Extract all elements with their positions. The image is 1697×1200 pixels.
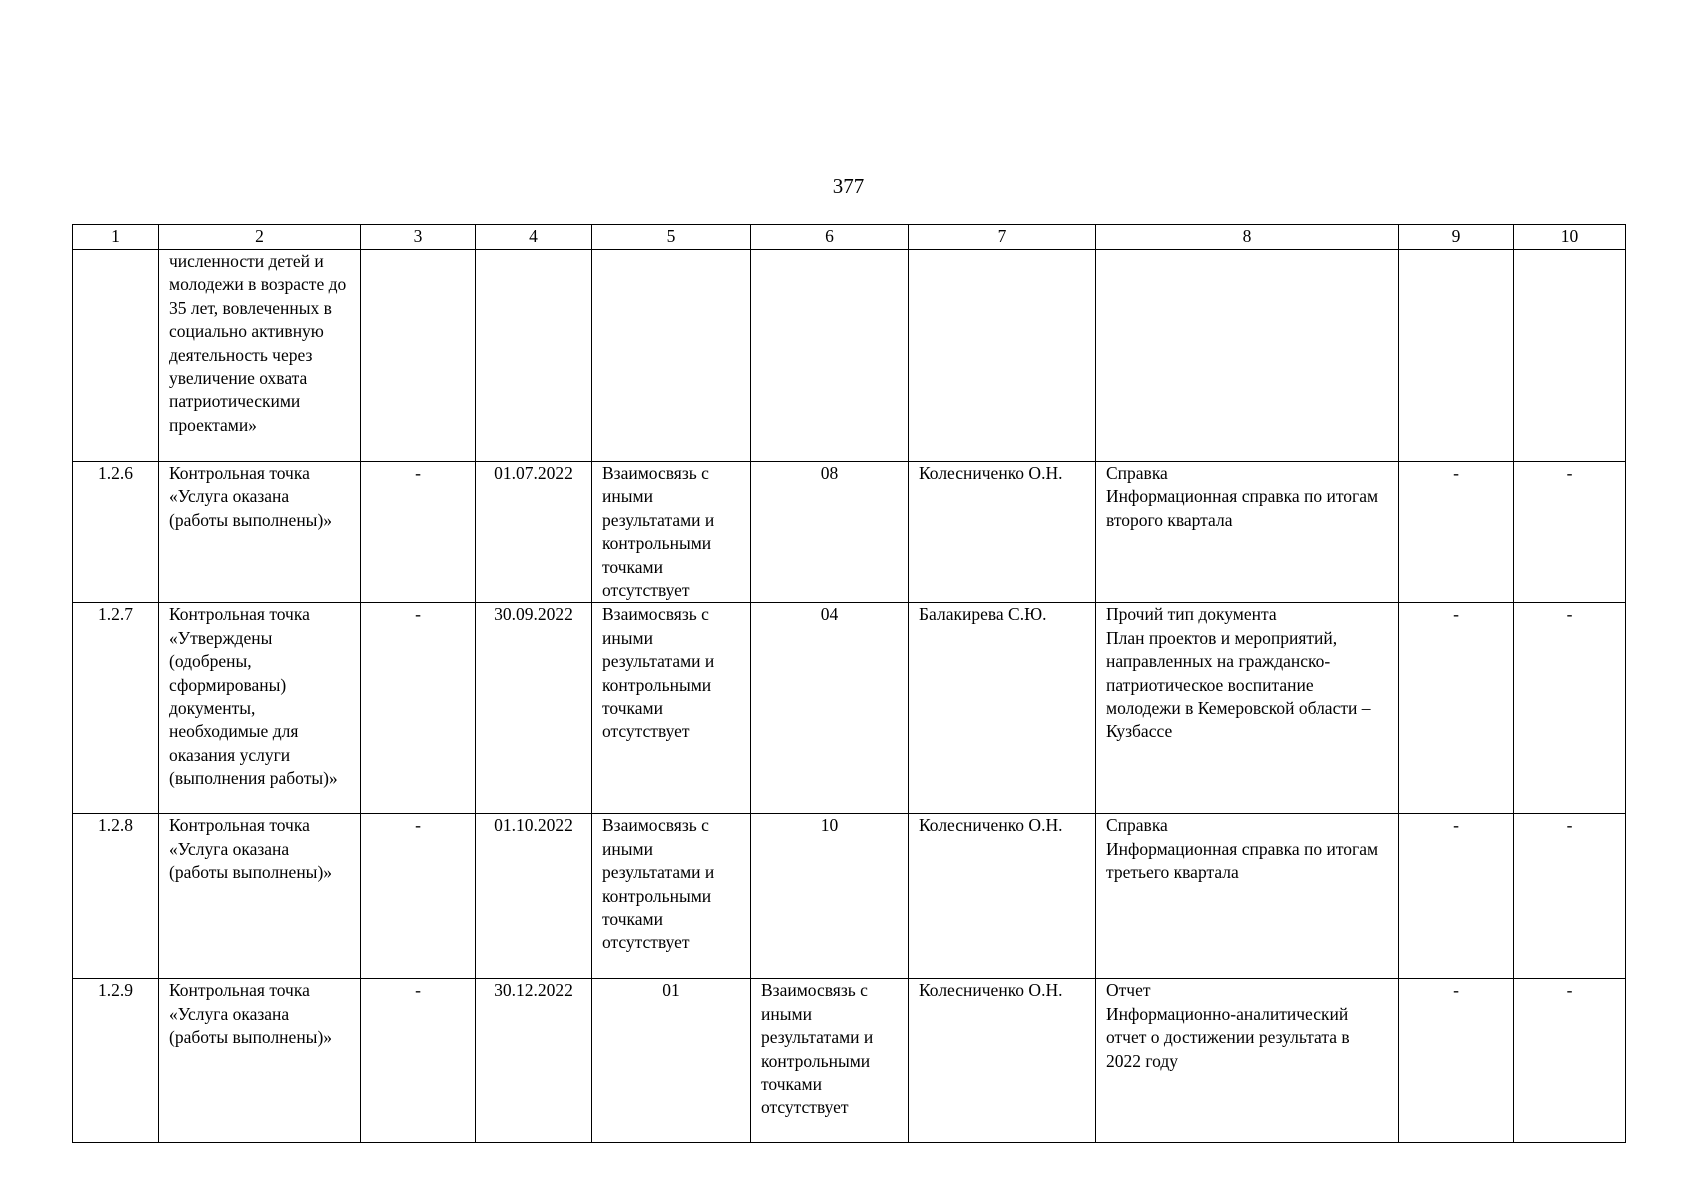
row-col5: Взаимосвязь с иными результатами и контрольными точками отсутствует <box>592 603 751 814</box>
document-description: Информационно-аналитический отчет о достижении результата в 2022 году <box>1106 1003 1350 1071</box>
row-name: Контрольная точка «Услуга оказана (работы выполнены)» <box>159 979 361 1143</box>
row-col9 <box>1399 250 1514 462</box>
row-col10: - <box>1514 603 1626 814</box>
page-number: 377 <box>832 174 865 198</box>
row-col6 <box>751 250 909 462</box>
table-row <box>73 462 1626 603</box>
row-col6: 04 <box>751 603 909 814</box>
control-points-table <box>72 224 1626 1143</box>
row-name: численности детей и молодежи в возрасте до 35 лет, вовлеченных в социально активную деятельность через увеличение охвата патриотическими проектами» <box>159 250 361 462</box>
row-col6: Взаимосвязь с иными результатами и контрольными точками отсутствует <box>751 979 909 1143</box>
column-header: 3 <box>361 225 476 250</box>
row-col9: - <box>1399 814 1514 979</box>
row-document <box>1096 250 1399 462</box>
row-col9: - <box>1399 979 1514 1143</box>
row-number: 1.2.6 <box>73 462 159 603</box>
column-header: 4 <box>476 225 592 250</box>
row-col9: - <box>1399 603 1514 814</box>
row-col10: - <box>1514 462 1626 603</box>
row-col3: - <box>361 603 476 814</box>
row-col9: - <box>1399 462 1514 603</box>
row-date: 01.07.2022 <box>476 462 592 603</box>
row-col10: - <box>1514 814 1626 979</box>
column-header: 7 <box>909 225 1096 250</box>
column-header: 6 <box>751 225 909 250</box>
row-date <box>476 250 592 462</box>
row-col3: - <box>361 814 476 979</box>
row-col10: - <box>1514 979 1626 1143</box>
row-number: 1.2.8 <box>73 814 159 979</box>
row-document <box>1096 462 1399 603</box>
document-type: Отчет <box>1106 980 1151 1001</box>
header-row <box>73 225 1626 250</box>
row-col3 <box>361 250 476 462</box>
row-number <box>73 250 159 462</box>
row-person: Колесниченко О.Н. <box>909 979 1096 1143</box>
row-col10 <box>1514 250 1626 462</box>
row-name: Контрольная точка «Утверждены (одобрены, сформированы) документы, необходимые для оказания услуги (выполнения работы)» <box>159 603 361 814</box>
row-document <box>1096 603 1399 814</box>
row-col3: - <box>361 462 476 603</box>
column-header: 9 <box>1399 225 1514 250</box>
column-header: 8 <box>1096 225 1399 250</box>
row-person: Колесниченко О.Н. <box>909 814 1096 979</box>
document-type: Прочий тип документа <box>1106 604 1277 625</box>
document-type: Справка <box>1106 815 1168 836</box>
row-document <box>1096 979 1399 1143</box>
row-col5 <box>592 250 751 462</box>
row-col3: - <box>361 979 476 1143</box>
document-description: Информационная справка по итогам третьего квартала <box>1106 838 1379 883</box>
table-row <box>73 814 1626 979</box>
row-number: 1.2.7 <box>73 603 159 814</box>
column-header: 10 <box>1514 225 1626 250</box>
row-person: Балакирева С.Ю. <box>909 603 1096 814</box>
row-person: Колесниченко О.Н. <box>909 462 1096 603</box>
row-name: Контрольная точка «Услуга оказана (работы выполнены)» <box>159 814 361 979</box>
document-description: План проектов и мероприятий, направленных на гражданско-патриотическое воспитание молодежи в Кемеровской области – Кузбассе <box>1106 627 1371 742</box>
table-row <box>73 250 1626 462</box>
row-date: 30.09.2022 <box>476 603 592 814</box>
row-col6: 08 <box>751 462 909 603</box>
row-col5: 01 <box>592 979 751 1143</box>
row-name: Контрольная точка «Услуга оказана (работы выполнены)» <box>159 462 361 603</box>
document-type: Справка <box>1106 463 1168 483</box>
row-date: 30.12.2022 <box>476 979 592 1143</box>
row-person <box>909 250 1096 462</box>
document-description: Информационная справка по итогам второго квартала <box>1106 486 1379 530</box>
table-row <box>73 979 1626 1143</box>
row-document <box>1096 814 1399 979</box>
column-header: 5 <box>592 225 751 250</box>
row-date: 01.10.2022 <box>476 814 592 979</box>
row-number: 1.2.9 <box>73 979 159 1143</box>
table-row <box>73 603 1626 814</box>
column-header: 1 <box>73 225 159 250</box>
column-header: 2 <box>159 225 361 250</box>
row-col5: Взаимосвязь с иными результатами и контрольными точками отсутствует <box>592 462 751 603</box>
row-col5: Взаимосвязь с иными результатами и контрольными точками отсутствует <box>592 814 751 979</box>
row-col6: 10 <box>751 814 909 979</box>
